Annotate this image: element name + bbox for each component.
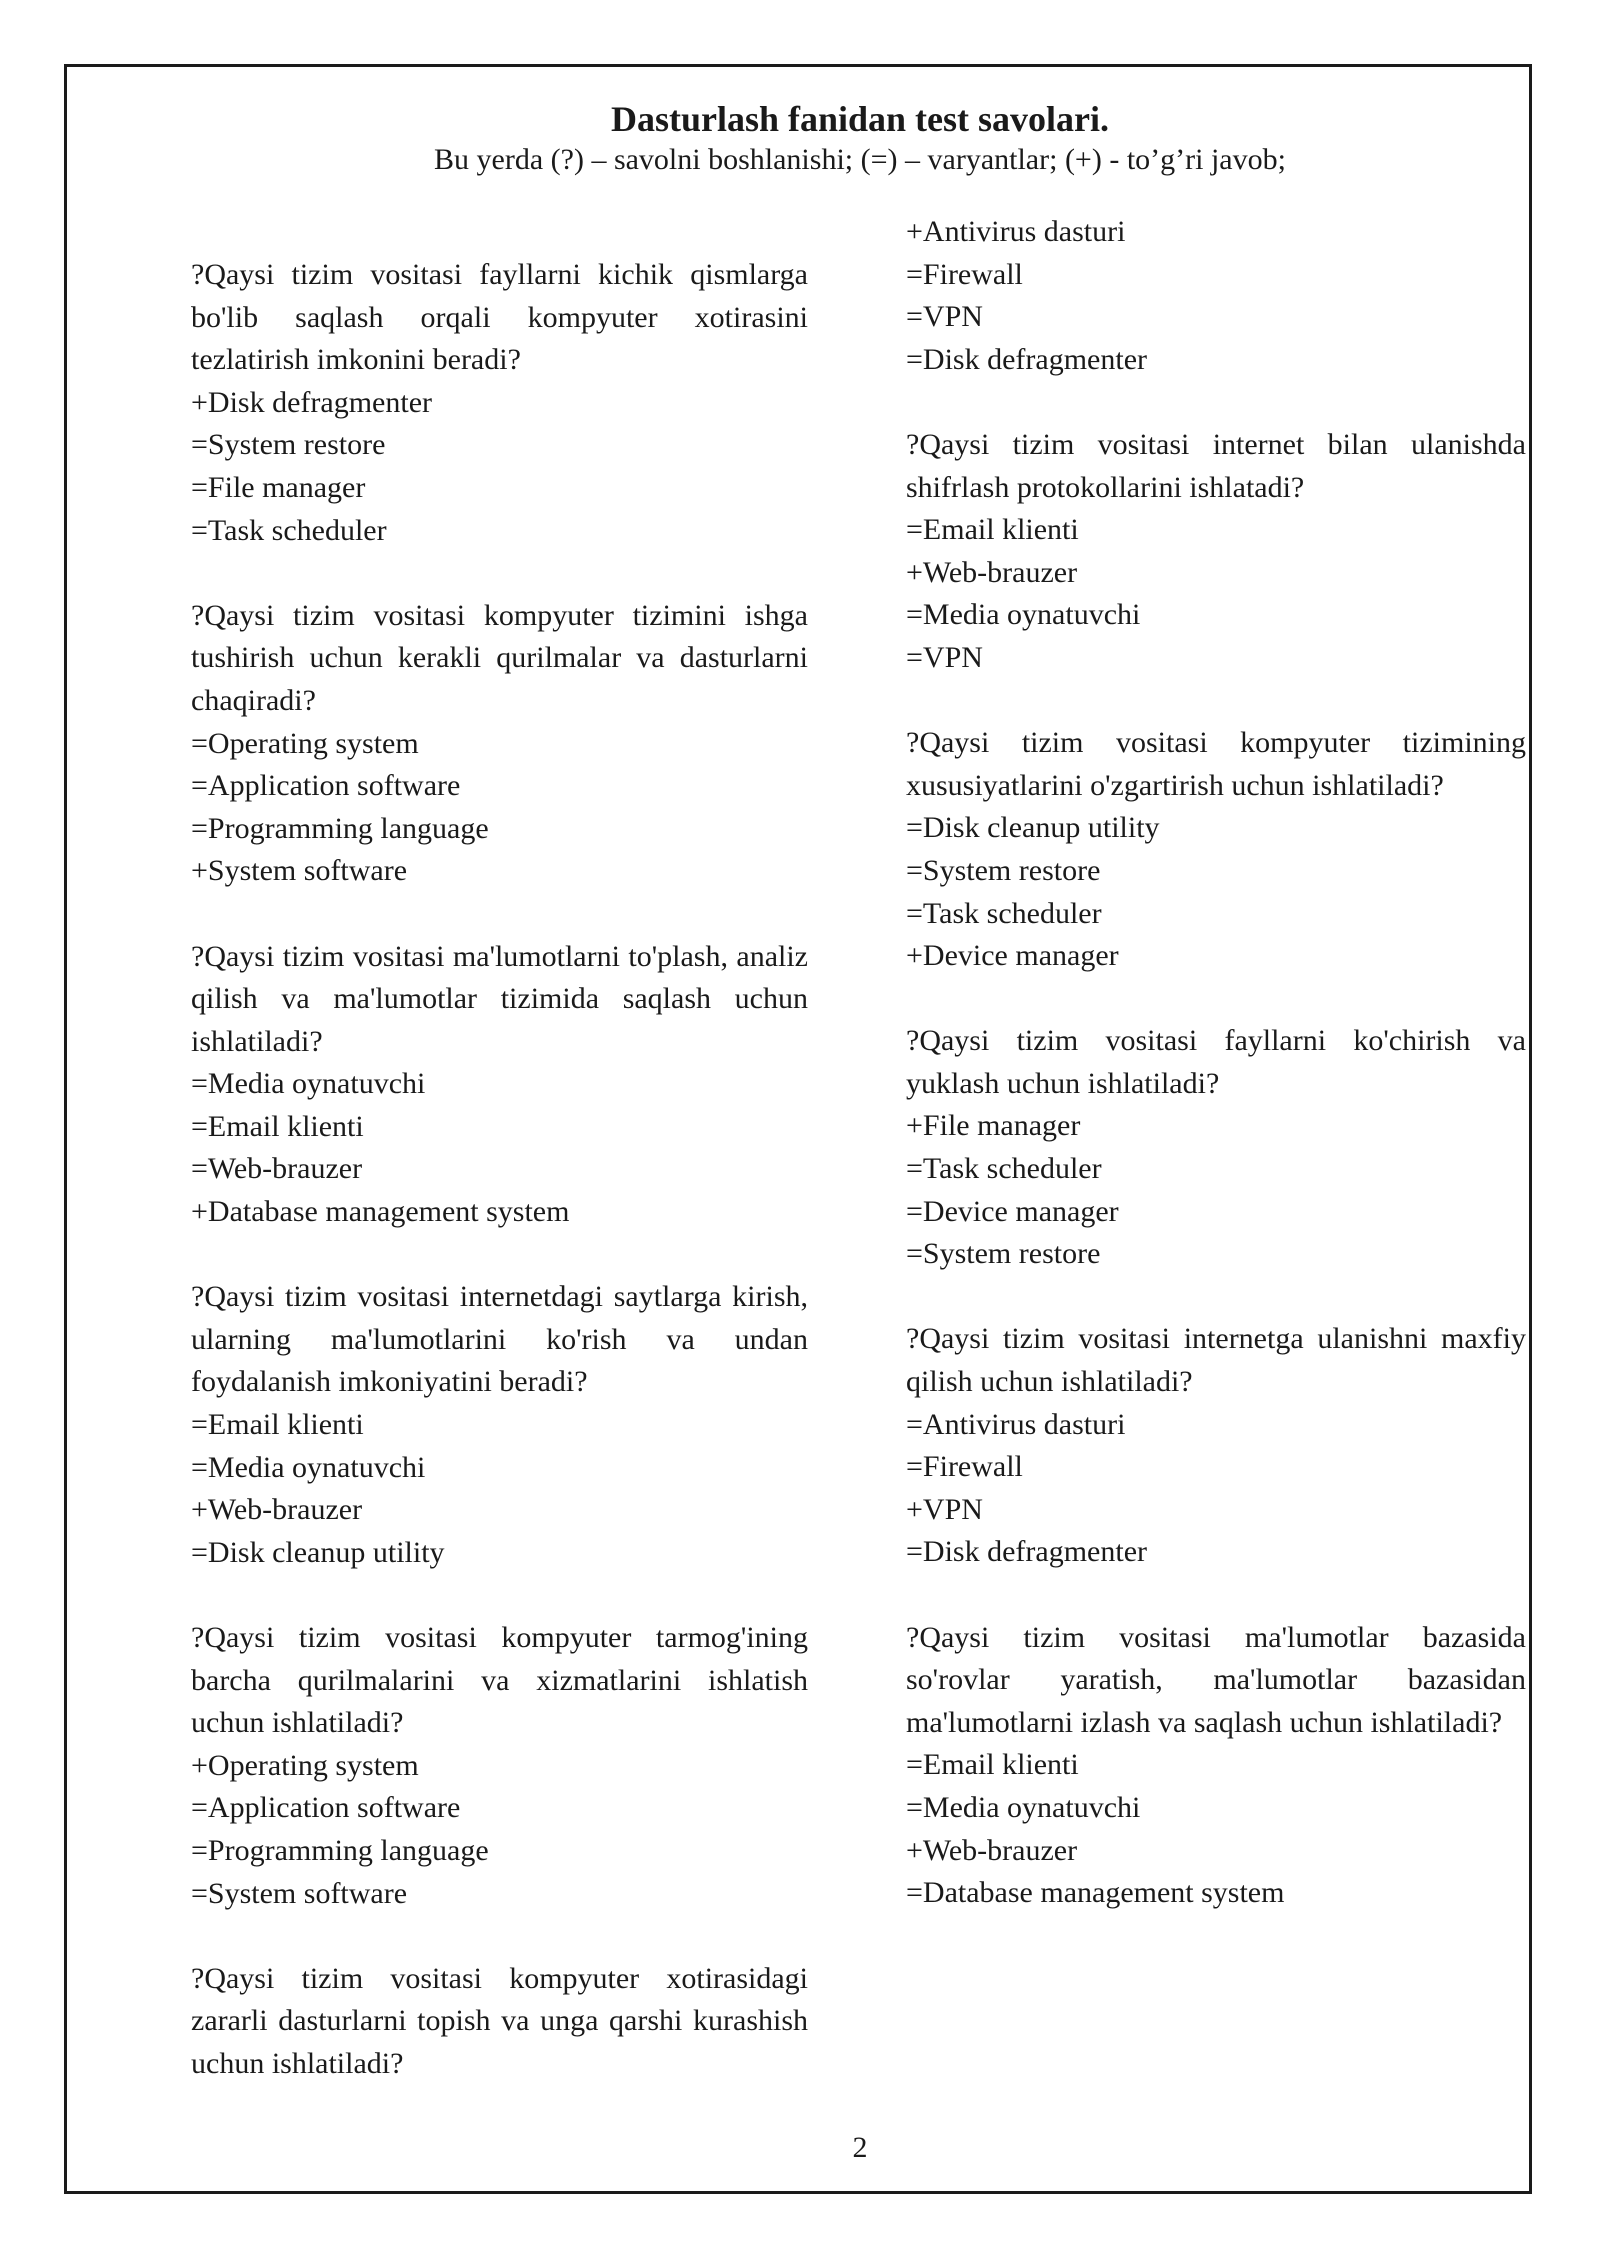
answer-option: =Firewall [906, 257, 1023, 291]
question-block [906, 1318, 1526, 1574]
answer-option: =System restore [906, 1237, 1101, 1271]
question-block [906, 722, 1526, 978]
document-title: Dasturlash fanidan test savolari. [610, 99, 1110, 139]
question-text: ?Qaysi tizim vositasi fayllarni ko'chirish va yuklash uchun ishlatiladi? [906, 1024, 1526, 1100]
question-text: ?Qaysi tizim vositasi kompyuter tizimining xususiyatlarini o'zgartirish uchun ishlatiladi? [906, 726, 1526, 802]
question-text: ?Qaysi tizim vositasi kompyuter tizimini ishga tushirish uchun kerakli qurilmalar va dasturlarni chaqiradi? [191, 598, 808, 717]
question-block [906, 211, 1526, 381]
correct-answer-option: +System software [191, 854, 408, 888]
correct-answer-option: +Web-brauzer [906, 1833, 1078, 1867]
document-subtitle: Bu yerda (?) – savolni boshlanishi; (=) – varyantlar; (+) - to’g’ri javob; [434, 143, 1286, 176]
answer-option: =Task scheduler [906, 1152, 1102, 1186]
answer-option: =Operating system [191, 726, 419, 760]
answer-option: =Email klienti [191, 1408, 364, 1442]
answer-option: =Web-brauzer [191, 1152, 363, 1186]
question-block [906, 1617, 1526, 1915]
correct-answer-option: +File manager [906, 1109, 1081, 1143]
question-block [191, 254, 808, 552]
question-text: ?Qaysi tizim vositasi internetdagi saytlarga kirish, ularning ma'lumotlarini ko'rish va undan foydalanish imkoniyatini beradi? [191, 1280, 808, 1399]
question-text: ?Qaysi tizim vositasi internet bilan ulanishda shifrlash protokollarini ishlatadi? [906, 427, 1526, 504]
answer-option: =Database management system [906, 1876, 1285, 1910]
correct-answer-option: +Antivirus dasturi [906, 215, 1126, 248]
correct-answer-option: +Device manager [906, 939, 1119, 973]
question-text: ?Qaysi tizim vositasi kompyuter tarmog'ining barcha qurilmalarini va xizmatlarini ishlatish uchun ishlatiladi? [191, 1621, 808, 1740]
answer-option: =System software [191, 1876, 408, 1910]
answer-option: =Firewall [906, 1450, 1023, 1484]
answer-option: =Disk defragmenter [906, 342, 1147, 376]
question-text: ?Qaysi tizim vositasi internetga ulanishni maxfiy qilish uchun ishlatiladi? [906, 1322, 1526, 1399]
question-text: ?Qaysi tizim vositasi kompyuter xotirasidagi zararli dasturlarni topish va unga qarshi kurashish uchun ishlatiladi? [191, 1961, 808, 2080]
correct-answer-option: +Operating system [191, 1748, 419, 1782]
answer-option: =Email klienti [906, 513, 1079, 547]
question-block [191, 1617, 808, 1915]
answer-option: =Programming language [191, 811, 489, 845]
answer-option: =Disk cleanup utility [906, 811, 1160, 845]
answer-option: =Email klienti [191, 1109, 364, 1143]
correct-answer-option: +Database management system [191, 1195, 570, 1229]
left-column [191, 254, 808, 2128]
correct-answer-option: +Web-brauzer [191, 1493, 363, 1527]
answer-option: =Disk cleanup utility [191, 1535, 445, 1569]
answer-option: =Media oynatuvchi [191, 1067, 426, 1101]
correct-answer-option: +VPN [906, 1492, 983, 1526]
question-block [906, 1020, 1526, 1276]
question-text: ?Qaysi tizim vositasi ma'lumotlar bazasida so'rovlar yaratish, ma'lumotlar bazasidan ma'lumotlarni izlash va saqlash uchun ishlatiladi? [906, 1620, 1526, 1739]
page-number: 2 [852, 2131, 868, 2164]
question-text: ?Qaysi tizim vositasi ma'lumotlarni to'plash, analiz qilish va ma'lumotlar tizimida saqlash uchun ishlatiladi? [191, 939, 808, 1058]
answer-option: =Media oynatuvchi [906, 598, 1141, 632]
right-column [906, 211, 1526, 1957]
answer-option: =Application software [191, 1791, 461, 1825]
answer-option: =Device manager [906, 1194, 1119, 1228]
answer-option: =Application software [191, 769, 461, 803]
correct-answer-option: +Disk defragmenter [191, 385, 432, 419]
answer-option: =Antivirus dasturi [906, 1407, 1126, 1441]
answer-option: =Task scheduler [191, 513, 387, 547]
question-block [191, 1958, 808, 2086]
answer-option: =Disk defragmenter [906, 1535, 1147, 1569]
answer-option: =Task scheduler [906, 896, 1102, 930]
question-block [191, 936, 808, 1234]
correct-answer-option: +Web-brauzer [906, 555, 1078, 589]
question-block [191, 1276, 808, 1574]
answer-option: =VPN [906, 300, 983, 334]
answer-option: =System restore [906, 853, 1101, 887]
question-block [191, 595, 808, 893]
answer-option: =File manager [191, 470, 366, 504]
question-text: ?Qaysi tizim vositasi fayllarni kichik qismlarga bo'lib saqlash orqali kompyuter xotirasini tezlatirish imkonini beradi? [191, 258, 808, 377]
answer-option: =Email klienti [906, 1748, 1079, 1782]
answer-option: =Programming language [191, 1833, 489, 1867]
answer-option: =System restore [191, 428, 386, 462]
question-block [906, 424, 1526, 680]
answer-option: =Media oynatuvchi [906, 1790, 1141, 1824]
answer-option: =VPN [906, 640, 983, 674]
answer-option: =Media oynatuvchi [191, 1450, 426, 1484]
